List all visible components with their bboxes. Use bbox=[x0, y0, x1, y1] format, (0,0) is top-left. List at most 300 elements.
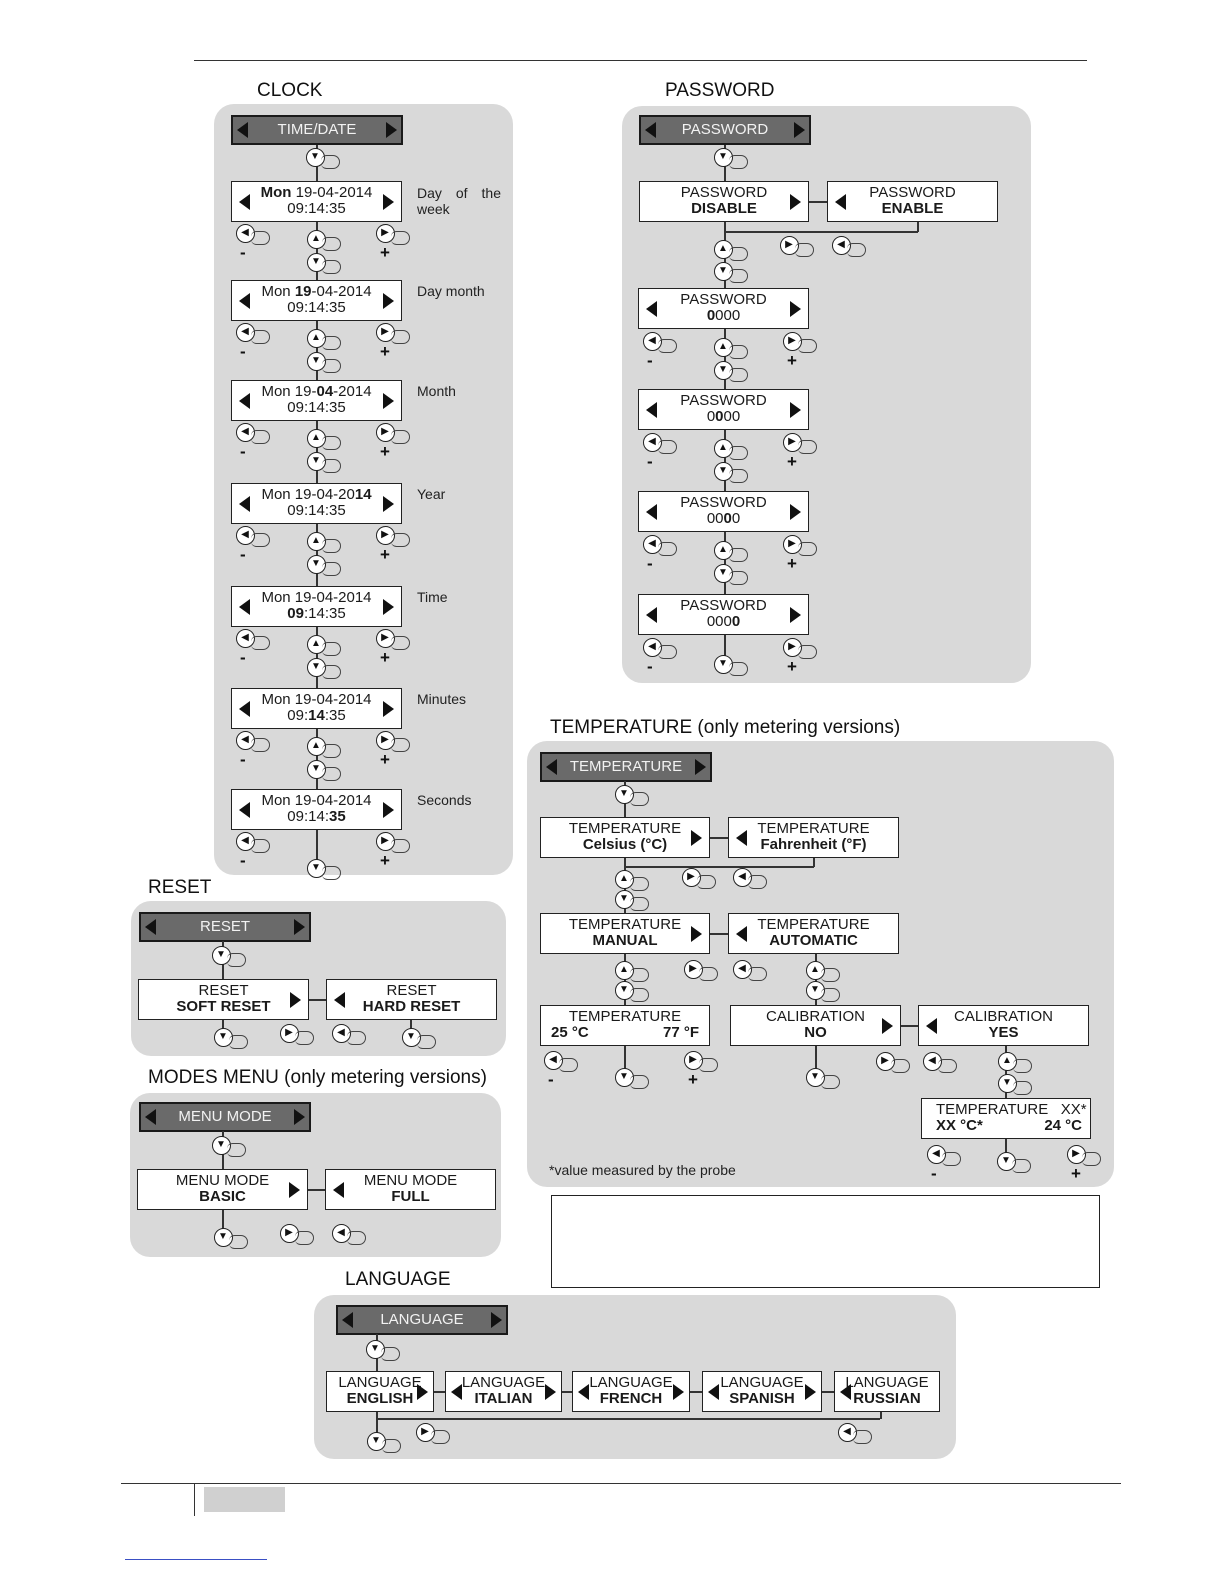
clock-plus-label: + bbox=[380, 648, 390, 667]
clock-date-pre: Mon 19-04-20 bbox=[261, 486, 355, 503]
temp-unit-right-button[interactable] bbox=[682, 868, 701, 887]
clock-step-note: Month bbox=[417, 383, 456, 399]
clock-date-pre: Mon 19-04-2014 bbox=[261, 691, 372, 708]
right-arrow-icon bbox=[383, 194, 394, 210]
cal-no-line2: NO bbox=[804, 1024, 827, 1041]
modes-left-button[interactable] bbox=[332, 1224, 351, 1243]
left-arrow-icon bbox=[451, 1384, 462, 1400]
clock-step-note: Year bbox=[417, 486, 446, 502]
down-arrow-icon: ▼ bbox=[311, 455, 321, 466]
up-arrow-icon: ▲ bbox=[311, 432, 321, 443]
cal-yes-line1: CALIBRATION bbox=[954, 1008, 1053, 1025]
up-arrow-icon: ▲ bbox=[718, 341, 728, 352]
password-digit-pre: 00 bbox=[706, 510, 724, 527]
clock-plus-label: + bbox=[380, 442, 390, 461]
left-arrow-icon: ◀ bbox=[337, 1027, 345, 1038]
down-arrow-icon: ▼ bbox=[216, 949, 226, 960]
clock-date-post: -04-2014 bbox=[311, 283, 372, 300]
language-option-line2: FRENCH bbox=[599, 1390, 663, 1407]
clock-date-post: 19-04-2014 bbox=[291, 184, 373, 201]
reset-hard-exit-button[interactable] bbox=[402, 1028, 421, 1047]
language-option-box bbox=[326, 1371, 434, 1412]
password-minus-button[interactable] bbox=[643, 433, 662, 452]
password-plus-label: + bbox=[787, 351, 797, 370]
left-arrow-icon: ◀ bbox=[928, 1055, 936, 1066]
down-arrow-icon: ▼ bbox=[619, 1071, 629, 1082]
clock-prev-button[interactable] bbox=[307, 760, 326, 779]
password-digit-bold: 0 bbox=[723, 510, 732, 527]
clock-minus-label: - bbox=[240, 342, 246, 361]
down-arrow-icon: ▼ bbox=[718, 265, 728, 276]
clock-date-pre: Mon 19- bbox=[261, 383, 317, 400]
left-arrow-icon: ◀ bbox=[843, 1426, 851, 1437]
clock-step-box bbox=[231, 688, 402, 729]
clock-step-box bbox=[231, 789, 402, 830]
password-prev-button[interactable] bbox=[714, 564, 733, 583]
right-arrow-icon: ▶ bbox=[785, 239, 793, 250]
reset-soft-line1: RESET bbox=[198, 982, 249, 999]
left-arrow-icon: ◀ bbox=[648, 436, 656, 447]
temp-mode-down-button[interactable] bbox=[615, 981, 634, 1000]
right-arrow-icon: ▶ bbox=[285, 1027, 293, 1038]
language-option-line2: SPANISH bbox=[729, 1390, 795, 1407]
up-arrow-icon: ▲ bbox=[311, 535, 321, 546]
clock-step-note: Seconds bbox=[417, 792, 472, 808]
clock-minus-button[interactable] bbox=[236, 526, 255, 545]
language-exit-button[interactable] bbox=[367, 1432, 386, 1451]
right-arrow-icon: ▶ bbox=[881, 1055, 889, 1066]
password-digit-value bbox=[639, 308, 808, 324]
clock-minus-label: - bbox=[240, 648, 246, 667]
left-arrow-icon bbox=[646, 504, 657, 520]
password-plus-button[interactable] bbox=[783, 638, 802, 657]
temp-minus-label: - bbox=[548, 1070, 554, 1089]
language-connector bbox=[562, 1391, 572, 1393]
clock-enter-button[interactable] bbox=[306, 148, 325, 167]
clock-time-post: :14:35 bbox=[303, 605, 346, 622]
reset-banner-label: RESET bbox=[199, 918, 250, 935]
clock-minus-button[interactable] bbox=[236, 323, 255, 342]
language-option-line1: LANGUAGE bbox=[589, 1374, 673, 1391]
left-arrow-icon: ◀ bbox=[648, 641, 656, 652]
password-plus-label: + bbox=[787, 657, 797, 676]
clock-minus-label: - bbox=[240, 243, 246, 262]
clock-time-pre: 09:14:35 bbox=[287, 502, 346, 519]
clock-date-line bbox=[232, 790, 401, 809]
clock-date-post: -2014 bbox=[333, 383, 372, 400]
down-arrow-icon: ▼ bbox=[406, 1031, 416, 1042]
up-arrow-icon: ▲ bbox=[311, 233, 321, 244]
down-arrow-icon: ▼ bbox=[311, 558, 321, 569]
password-digit-pre: 0 bbox=[706, 408, 716, 425]
password-digit-post: 0 bbox=[731, 510, 741, 527]
right-arrow-icon bbox=[383, 293, 394, 309]
cal-yes-line2: YES bbox=[988, 1024, 1019, 1041]
clock-date-bold: 04 bbox=[316, 383, 334, 400]
clock-minus-button[interactable] bbox=[236, 629, 255, 648]
right-arrow-icon: ▶ bbox=[381, 632, 389, 643]
password-digit-label: PASSWORD bbox=[680, 291, 767, 308]
clock-time-line bbox=[232, 201, 401, 217]
password-digit-value bbox=[639, 614, 808, 630]
right-arrow-icon bbox=[790, 607, 801, 623]
language-left-button[interactable] bbox=[838, 1423, 857, 1442]
right-arrow-icon bbox=[790, 301, 801, 317]
language-banner-label: LANGUAGE bbox=[380, 1311, 464, 1328]
cal-no-line1: CALIBRATION bbox=[766, 1008, 865, 1025]
reset-enter-button[interactable] bbox=[212, 946, 231, 965]
clock-step-box bbox=[231, 483, 402, 524]
clock-next-button[interactable] bbox=[307, 635, 326, 654]
clock-plus-label: + bbox=[380, 243, 390, 262]
password-plus-label: + bbox=[787, 554, 797, 573]
right-arrow-icon: ▶ bbox=[381, 326, 389, 337]
language-option-line2: ENGLISH bbox=[346, 1390, 414, 1407]
clock-plus-button[interactable] bbox=[376, 629, 395, 648]
down-arrow-icon: ▼ bbox=[218, 1231, 228, 1242]
password-enable-line1: PASSWORD bbox=[869, 184, 956, 201]
language-connector bbox=[690, 1391, 702, 1393]
right-arrow-icon: ▶ bbox=[788, 436, 796, 447]
clock-step-box bbox=[231, 380, 402, 421]
reset-soft-line2: SOFT RESET bbox=[176, 998, 271, 1015]
clock-prev-button[interactable] bbox=[307, 352, 326, 371]
password-minus-button[interactable] bbox=[643, 638, 662, 657]
probe-plus-label: + bbox=[1071, 1164, 1081, 1183]
password-prev-button[interactable] bbox=[714, 462, 733, 481]
clock-time-line bbox=[232, 400, 401, 416]
temp-manual-line1: TEMPERATURE bbox=[568, 916, 682, 933]
password-exit-button[interactable] bbox=[714, 655, 733, 674]
clock-plus-button[interactable] bbox=[376, 423, 395, 442]
clock-time-line bbox=[232, 503, 401, 519]
temp-manual-line2: MANUAL bbox=[592, 932, 658, 949]
down-arrow-icon: ▼ bbox=[810, 984, 820, 995]
left-arrow-icon: ◀ bbox=[241, 326, 249, 337]
down-arrow-icon: ▼ bbox=[371, 1435, 381, 1446]
temp-value-exit-button[interactable] bbox=[615, 1068, 634, 1087]
temperature-title: TEMPERATURE (only metering versions) bbox=[550, 717, 901, 738]
clock-prev-button[interactable] bbox=[307, 253, 326, 272]
clock-step-box bbox=[231, 280, 402, 321]
probe-exit-button[interactable] bbox=[997, 1152, 1016, 1171]
right-arrow-icon: ▶ bbox=[381, 529, 389, 540]
password-minus-button[interactable] bbox=[643, 535, 662, 554]
down-arrow-icon: ▼ bbox=[218, 1031, 228, 1042]
temp-automatic-line2: AUTOMATIC bbox=[769, 932, 858, 949]
clock-minus-button[interactable] bbox=[236, 423, 255, 442]
clock-step-note: Day month bbox=[417, 283, 485, 299]
left-arrow-icon: ◀ bbox=[738, 963, 746, 974]
temperature-banner-label: TEMPERATURE bbox=[569, 758, 683, 775]
password-digit-pre: 000 bbox=[706, 613, 732, 630]
clock-step-box bbox=[231, 586, 402, 627]
clock-time-line bbox=[232, 606, 401, 622]
modes-full-line1: MENU MODE bbox=[363, 1172, 458, 1189]
left-arrow-icon bbox=[239, 293, 250, 309]
reset-left-button[interactable] bbox=[332, 1024, 351, 1043]
clock-minus-label: - bbox=[240, 851, 246, 870]
temp-unit-down-button[interactable] bbox=[615, 890, 634, 909]
temp-mode-up-button[interactable] bbox=[615, 961, 634, 980]
clock-next-button[interactable] bbox=[307, 737, 326, 756]
up-arrow-icon: ▲ bbox=[718, 442, 728, 453]
left-arrow-icon: ◀ bbox=[241, 529, 249, 540]
up-arrow-icon: ▲ bbox=[619, 873, 629, 884]
modes-enter-button[interactable] bbox=[212, 1136, 231, 1155]
modes-basic-line1: MENU MODE bbox=[175, 1172, 270, 1189]
clock-plus-label: + bbox=[380, 851, 390, 870]
clock-next-button[interactable] bbox=[307, 429, 326, 448]
left-arrow-icon bbox=[840, 1384, 851, 1400]
password-digit-box bbox=[638, 389, 809, 430]
clock-time-bold: 14 bbox=[308, 707, 325, 724]
clock-minus-label: - bbox=[240, 545, 246, 564]
clock-step-box bbox=[231, 181, 402, 222]
clock-date-line bbox=[232, 281, 401, 300]
password-down-button[interactable] bbox=[714, 262, 733, 281]
language-option-box bbox=[702, 1371, 822, 1412]
clock-plus-label: + bbox=[380, 750, 390, 769]
clock-minus-label: - bbox=[240, 442, 246, 461]
clock-minus-button[interactable] bbox=[236, 224, 255, 243]
left-arrow-icon: ◀ bbox=[241, 227, 249, 238]
down-arrow-icon: ▼ bbox=[718, 364, 728, 375]
temp-mode-right-button[interactable] bbox=[684, 960, 703, 979]
clock-time-pre: 09:14:35 bbox=[287, 299, 346, 316]
left-arrow-icon bbox=[646, 607, 657, 623]
right-arrow-icon bbox=[383, 599, 394, 615]
right-arrow-icon: ▶ bbox=[689, 1054, 697, 1065]
clock-time-bold: 35 bbox=[329, 808, 346, 825]
left-arrow-icon: ◀ bbox=[648, 335, 656, 346]
left-arrow-icon bbox=[239, 194, 250, 210]
left-arrow-icon: ◀ bbox=[837, 239, 845, 250]
temp-minus-button[interactable] bbox=[544, 1051, 563, 1070]
clock-minus-button[interactable] bbox=[236, 832, 255, 851]
probe-measured: XX* bbox=[1060, 1101, 1087, 1118]
temp-auto-down-button[interactable] bbox=[806, 981, 825, 1000]
cal-yes-up-button[interactable] bbox=[998, 1052, 1017, 1071]
password-enter-button[interactable] bbox=[714, 148, 733, 167]
down-arrow-icon: ▼ bbox=[311, 862, 321, 873]
down-arrow-icon: ▼ bbox=[311, 661, 321, 672]
language-option-box bbox=[572, 1371, 690, 1412]
password-digit-box bbox=[638, 491, 809, 532]
cal-left-button[interactable] bbox=[923, 1052, 942, 1071]
password-title: PASSWORD bbox=[665, 80, 775, 101]
temp-fahrenheit-line2: Fahrenheit (°F) bbox=[760, 836, 867, 853]
clock-date-line bbox=[232, 587, 401, 606]
clock-date-bold: 19 bbox=[294, 283, 312, 300]
down-arrow-icon: ▼ bbox=[311, 355, 321, 366]
left-arrow-icon: ◀ bbox=[241, 632, 249, 643]
down-arrow-icon: ▼ bbox=[1002, 1077, 1012, 1088]
left-arrow-icon bbox=[239, 393, 250, 409]
password-plus-button[interactable] bbox=[783, 433, 802, 452]
modes-title: MODES MENU (only metering versions) bbox=[148, 1067, 487, 1088]
clock-date-bold: Mon bbox=[260, 184, 292, 201]
right-arrow-icon bbox=[383, 802, 394, 818]
password-plus-label: + bbox=[787, 452, 797, 471]
down-arrow-icon: ▼ bbox=[810, 1071, 820, 1082]
password-right-button[interactable] bbox=[780, 236, 799, 255]
clock-plus-button[interactable] bbox=[376, 731, 395, 750]
clock-minus-label: - bbox=[240, 750, 246, 769]
left-arrow-icon: ◀ bbox=[241, 835, 249, 846]
password-disable-line2: DISABLE bbox=[691, 200, 757, 217]
probe-minus-label: - bbox=[931, 1164, 937, 1183]
clock-date-line bbox=[232, 182, 401, 201]
password-digit-value bbox=[639, 409, 808, 425]
probe-measured-value: XX °C* bbox=[936, 1117, 983, 1134]
clock-next-button[interactable] bbox=[307, 329, 326, 348]
clock-plus-button[interactable] bbox=[376, 224, 395, 243]
reset-hard-line2: HARD RESET bbox=[362, 998, 461, 1015]
password-minus-label: - bbox=[647, 554, 653, 573]
language-option-line1: LANGUAGE bbox=[845, 1374, 929, 1391]
clock-step-note: Day of the week bbox=[417, 185, 501, 217]
language-option-box bbox=[834, 1371, 940, 1412]
reset-right-button[interactable] bbox=[280, 1024, 299, 1043]
password-digit-label: PASSWORD bbox=[680, 392, 767, 409]
cal-right-button[interactable] bbox=[876, 1052, 895, 1071]
clock-prev-button[interactable] bbox=[307, 658, 326, 677]
right-arrow-icon: ▶ bbox=[421, 1426, 429, 1437]
clock-time-pre: 09:14:35 bbox=[287, 399, 346, 416]
clock-next-button[interactable] bbox=[307, 230, 326, 249]
language-right-button[interactable] bbox=[416, 1423, 435, 1442]
left-arrow-icon bbox=[239, 802, 250, 818]
right-arrow-icon: ▶ bbox=[1072, 1148, 1080, 1159]
down-arrow-icon: ▼ bbox=[310, 151, 320, 162]
left-arrow-icon: ◀ bbox=[337, 1227, 345, 1238]
left-arrow-icon bbox=[646, 301, 657, 317]
clock-exit-button[interactable] bbox=[307, 859, 326, 878]
temp-value-fahrenheit: 77 °F bbox=[662, 1024, 699, 1041]
up-arrow-icon: ▲ bbox=[718, 544, 728, 555]
clock-date-pre: Mon 19-04-2014 bbox=[261, 589, 372, 606]
clock-plus-button[interactable] bbox=[376, 832, 395, 851]
clock-time-line bbox=[232, 809, 401, 825]
password-digit-bold: 0 bbox=[715, 408, 724, 425]
password-left-button[interactable] bbox=[832, 236, 851, 255]
up-arrow-icon: ▲ bbox=[311, 332, 321, 343]
language-option-line2: ITALIAN bbox=[474, 1390, 533, 1407]
clock-minus-button[interactable] bbox=[236, 731, 255, 750]
right-arrow-icon: ▶ bbox=[381, 835, 389, 846]
password-prev-button[interactable] bbox=[714, 361, 733, 380]
clock-step-note: Time bbox=[417, 589, 448, 605]
language-enter-button[interactable] bbox=[366, 1340, 385, 1359]
password-digit-box bbox=[638, 288, 809, 329]
clock-next-button[interactable] bbox=[307, 532, 326, 551]
right-arrow-icon bbox=[383, 701, 394, 717]
right-arrow-icon bbox=[790, 504, 801, 520]
cal-yes-down-button[interactable] bbox=[998, 1074, 1017, 1093]
password-digit-value bbox=[639, 511, 808, 527]
right-arrow-icon: ▶ bbox=[788, 335, 796, 346]
temp-unit-up-button[interactable] bbox=[615, 870, 634, 889]
password-next-button[interactable] bbox=[714, 541, 733, 560]
clock-prev-button[interactable] bbox=[307, 555, 326, 574]
down-arrow-icon: ▼ bbox=[1001, 1155, 1011, 1166]
temp-auto-up-button[interactable] bbox=[806, 961, 825, 980]
temperature-footnote: *value measured by the probe bbox=[549, 1162, 736, 1178]
password-minus-button[interactable] bbox=[643, 332, 662, 351]
language-title: LANGUAGE bbox=[345, 1269, 451, 1290]
right-arrow-icon bbox=[545, 1384, 556, 1400]
clock-plus-button[interactable] bbox=[376, 323, 395, 342]
temp-unit-left-button[interactable] bbox=[733, 868, 752, 887]
left-arrow-icon bbox=[646, 402, 657, 418]
probe-minus-button[interactable] bbox=[927, 1145, 946, 1164]
right-arrow-icon: ▶ bbox=[285, 1227, 293, 1238]
clock-plus-button[interactable] bbox=[376, 526, 395, 545]
language-connector bbox=[434, 1391, 445, 1393]
temp-enter-button[interactable] bbox=[615, 785, 634, 804]
temp-celsius-line1: TEMPERATURE bbox=[568, 820, 682, 837]
clock-title: CLOCK bbox=[257, 80, 323, 101]
language-option-line1: LANGUAGE bbox=[720, 1374, 804, 1391]
password-next-button[interactable] bbox=[714, 439, 733, 458]
up-arrow-icon: ▲ bbox=[1002, 1055, 1012, 1066]
temp-celsius-line2: Celsius (°C) bbox=[582, 836, 668, 853]
password-next-button[interactable] bbox=[714, 338, 733, 357]
password-plus-button[interactable] bbox=[783, 332, 802, 351]
left-arrow-icon: ◀ bbox=[648, 538, 656, 549]
reset-hard-line1: RESET bbox=[386, 982, 437, 999]
clock-date-line bbox=[232, 689, 401, 708]
left-arrow-icon bbox=[239, 496, 250, 512]
password-banner-label: PASSWORD bbox=[681, 121, 769, 138]
modes-right-button[interactable] bbox=[280, 1224, 299, 1243]
password-digit-post: 000 bbox=[715, 307, 741, 324]
down-arrow-icon: ▼ bbox=[370, 1343, 380, 1354]
clock-date-line bbox=[232, 484, 401, 503]
password-disable-line1: PASSWORD bbox=[680, 184, 768, 201]
language-option-line1: LANGUAGE bbox=[338, 1374, 422, 1391]
temp-plus-label: + bbox=[688, 1070, 698, 1089]
temp-mode-left-button[interactable] bbox=[733, 960, 752, 979]
password-minus-label: - bbox=[647, 657, 653, 676]
probe-set-value: 24 °C bbox=[1044, 1117, 1082, 1134]
left-arrow-icon bbox=[578, 1384, 589, 1400]
right-arrow-icon bbox=[673, 1384, 684, 1400]
modes-full-line2: FULL bbox=[391, 1188, 430, 1205]
clock-date-pre: Mon 19-04-2014 bbox=[261, 792, 372, 809]
down-arrow-icon: ▼ bbox=[619, 984, 629, 995]
down-arrow-icon: ▼ bbox=[311, 256, 321, 267]
password-plus-button[interactable] bbox=[783, 535, 802, 554]
reset-soft-exit-button[interactable] bbox=[214, 1028, 233, 1047]
probe-plus-button[interactable] bbox=[1067, 1145, 1086, 1164]
temp-value-celsius: 25 °C bbox=[551, 1024, 589, 1041]
clock-time-line bbox=[232, 708, 401, 724]
right-arrow-icon bbox=[790, 402, 801, 418]
password-up-button[interactable] bbox=[714, 240, 733, 259]
right-arrow-icon: ▶ bbox=[381, 426, 389, 437]
clock-prev-button[interactable] bbox=[307, 452, 326, 471]
cal-no-exit-button[interactable] bbox=[806, 1068, 825, 1087]
clock-time-pre: 09:14: bbox=[287, 808, 330, 825]
password-minus-label: - bbox=[647, 452, 653, 471]
clock-step-note: Minutes bbox=[417, 691, 467, 707]
language-option-line1: LANGUAGE bbox=[461, 1374, 546, 1391]
modes-exit-button[interactable] bbox=[214, 1228, 233, 1247]
password-digit-label: PASSWORD bbox=[680, 597, 767, 614]
temp-plus-button[interactable] bbox=[684, 1051, 703, 1070]
